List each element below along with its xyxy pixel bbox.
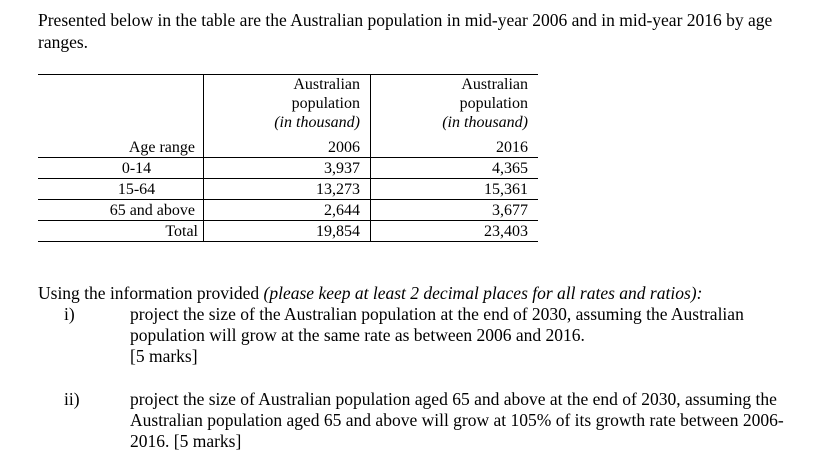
value-2016-cell: 23,403 (371, 221, 539, 242)
question-text-block (130, 304, 800, 367)
question-number: i) (64, 304, 75, 324)
year-2006-header: 2006 (204, 137, 371, 158)
value-2016-cell: 4,365 (371, 158, 539, 179)
age-range-cell: 15-64 (38, 179, 204, 200)
age-range-header: Age range (38, 137, 204, 158)
column-header-line: Australian (461, 76, 528, 93)
column-header-2006 (204, 75, 371, 138)
question-intro-text: Using the information provided (38, 283, 264, 303)
value-2016-cell: 15,361 (371, 179, 539, 200)
value-2006-cell: 3,937 (204, 158, 371, 179)
value-2006-cell: 2,644 (204, 200, 371, 221)
age-range-cell: 65 and above (38, 200, 204, 221)
column-header-line: population (291, 95, 360, 112)
age-range-cell: Total (38, 221, 204, 242)
question-intro (38, 283, 808, 304)
table-row (38, 179, 538, 200)
question-marks: [5 marks] (173, 431, 242, 451)
column-header-line: population (459, 95, 528, 112)
column-header-line: Australian (293, 76, 360, 93)
year-2016-header: 2016 (371, 137, 539, 158)
table-row (38, 200, 538, 221)
population-table (38, 74, 538, 242)
question-text-block (130, 389, 800, 452)
age-range-cell: 0-14 (38, 158, 204, 179)
value-2016-cell: 3,677 (371, 200, 539, 221)
value-2006-cell: 13,273 (204, 179, 371, 200)
value-2006-cell: 19,854 (204, 221, 371, 242)
table-corner-cell (38, 75, 204, 138)
question-number: ii) (64, 389, 80, 409)
column-header-unit: (in thousand) (274, 114, 360, 131)
question-marks: [5 marks] (130, 346, 198, 366)
table-year-row (38, 137, 538, 158)
question-text: project the size of Australian population aged 65 and above at the end of 2030, assuming the Australian population aged 65 and above will grow at 105% of its growth rate between 2006-2016. (130, 389, 784, 451)
column-header-unit: (in thousand) (442, 114, 528, 131)
table-total-row (38, 221, 538, 242)
table-header-row (38, 75, 538, 138)
table-row (38, 158, 538, 179)
column-header-2016 (371, 75, 539, 138)
intro-paragraph: Presented below in the table are the Australian population in mid-year 2006 and in mid-year 2016 by age ranges. (38, 10, 773, 52)
question-intro-note: (please keep at least 2 decimal places for all rates and ratios): (263, 283, 703, 303)
question-text: project the size of the Australian population at the end of 2030, assuming the Australian population will grow at the same rate as between 2006 and 2016. (130, 304, 744, 345)
